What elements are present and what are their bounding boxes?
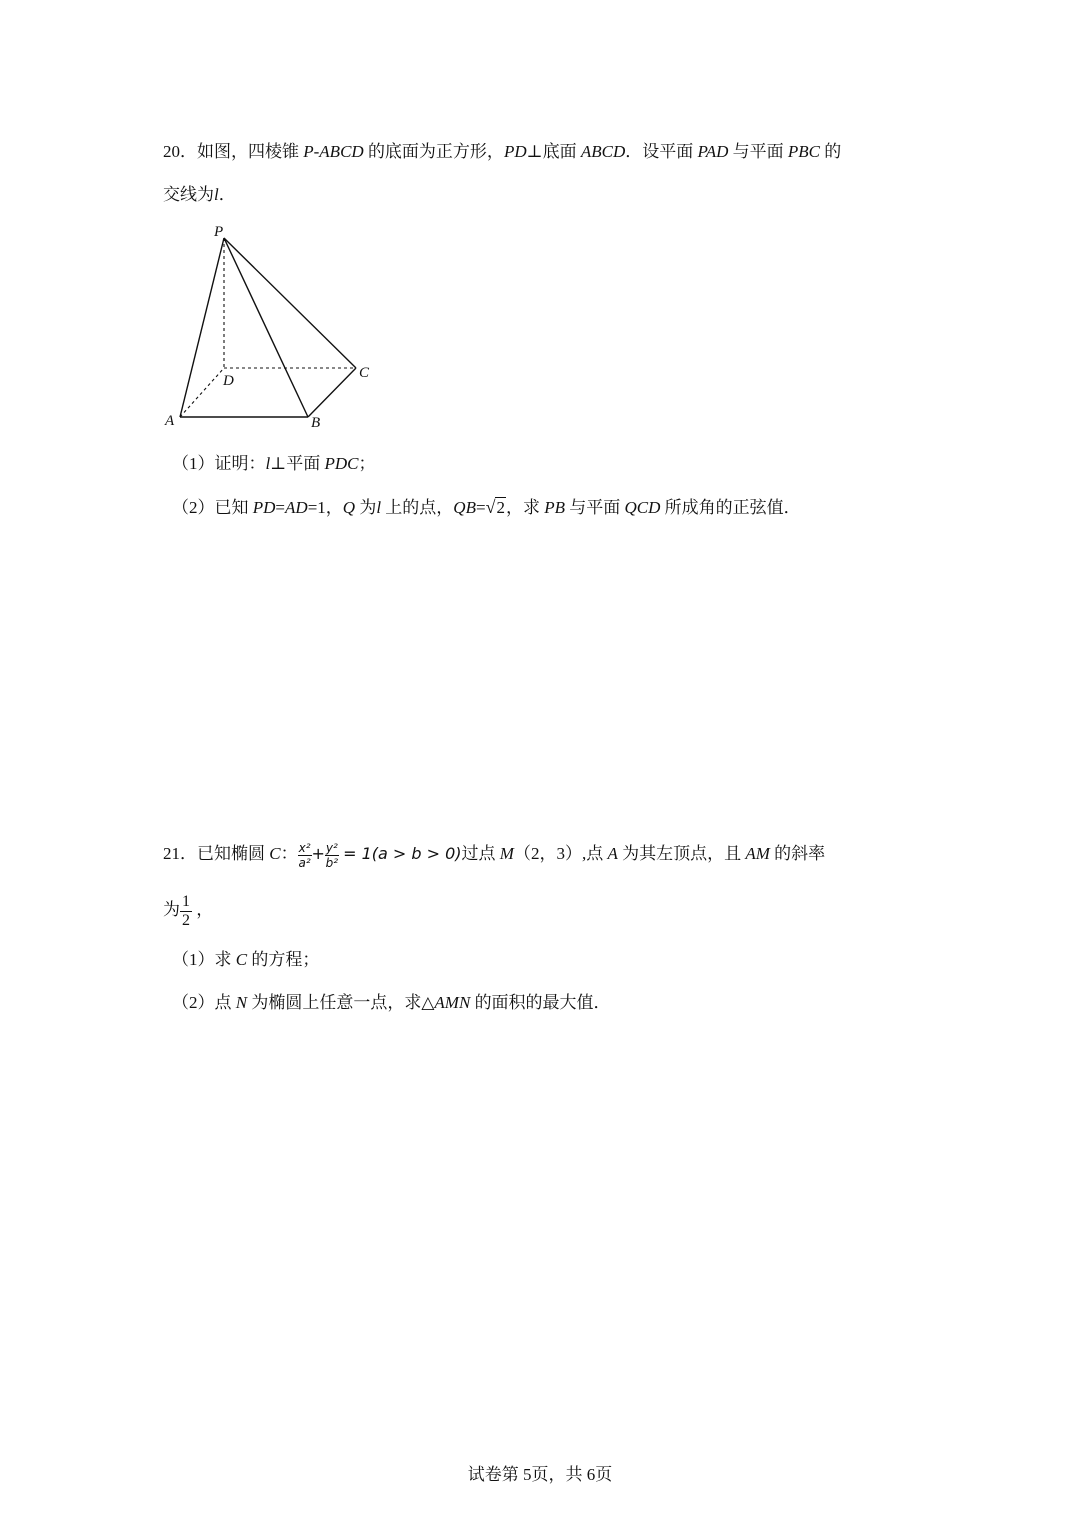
q21-stem-line1 bbox=[163, 836, 825, 872]
text: 的面积的最大值． bbox=[470, 993, 611, 1012]
text: 为 bbox=[355, 498, 377, 517]
q20-part2 bbox=[172, 495, 801, 520]
text: 的方程； bbox=[247, 950, 320, 969]
fraction-y2-b2 bbox=[325, 842, 339, 869]
frac-numerator: y² bbox=[325, 840, 338, 855]
math-var: C bbox=[235, 950, 248, 969]
text: ； bbox=[358, 454, 376, 473]
math-var: M bbox=[499, 844, 514, 863]
label-B: B bbox=[311, 415, 321, 431]
text: 交线为 bbox=[163, 185, 214, 204]
frac-denominator: 2 bbox=[182, 911, 190, 929]
page-footer: 试卷第 5页，共 6页 bbox=[467, 1465, 613, 1484]
text: （1）求 bbox=[172, 950, 236, 969]
frac-numerator: x² bbox=[298, 840, 311, 855]
text: 上的点， bbox=[381, 498, 454, 517]
math-var: C bbox=[269, 844, 281, 863]
text: ， bbox=[192, 900, 214, 919]
text: 为 bbox=[163, 900, 180, 919]
text: （2，3）,点 bbox=[513, 844, 608, 863]
math-var: PDC bbox=[324, 454, 359, 473]
text: = bbox=[475, 498, 486, 517]
math-var: PBC bbox=[787, 142, 820, 161]
text: ． bbox=[218, 185, 236, 204]
math-var: A bbox=[607, 844, 618, 863]
math-var: l bbox=[265, 454, 271, 473]
plus-sign: + bbox=[311, 844, 325, 863]
equation-tail: = 1(a > b > 0) bbox=[343, 844, 462, 863]
text: 的斜率 bbox=[769, 844, 826, 863]
math-var: PB bbox=[544, 498, 565, 517]
fraction-x2-a2 bbox=[298, 842, 312, 869]
math-var: AD bbox=[285, 498, 308, 517]
question-number: 21． bbox=[163, 844, 197, 863]
math-var: PD bbox=[503, 142, 527, 161]
edge-PC bbox=[224, 238, 356, 368]
label-P: P bbox=[214, 224, 224, 240]
math-var: PAD bbox=[697, 142, 729, 161]
text: ，求 bbox=[505, 498, 545, 517]
frac-numerator: 1 bbox=[182, 893, 190, 910]
text: ⊥平面 bbox=[270, 454, 325, 473]
text: 的 bbox=[819, 142, 842, 161]
frac-denominator: b² bbox=[325, 855, 339, 870]
question-number: 20． bbox=[163, 142, 197, 161]
text: （2）点 bbox=[172, 993, 236, 1012]
label-C: C bbox=[359, 365, 370, 381]
frac-denominator: a² bbox=[298, 855, 311, 870]
math-var: AM bbox=[745, 844, 770, 863]
text: 如图，四棱锥 bbox=[197, 142, 304, 161]
text: （1）证明： bbox=[172, 454, 266, 473]
math-var: P-ABCD bbox=[303, 142, 364, 161]
math-var: Q bbox=[342, 498, 356, 517]
text: 与平面 bbox=[728, 142, 788, 161]
fraction-one-half bbox=[180, 893, 192, 929]
text: ： bbox=[280, 844, 298, 863]
q20-part1 bbox=[172, 452, 375, 476]
pyramid-figure bbox=[160, 222, 380, 434]
math-var: AMN bbox=[434, 993, 471, 1012]
q21-part1 bbox=[172, 948, 319, 972]
text: = bbox=[275, 498, 286, 517]
math-var: ABCD bbox=[580, 142, 626, 161]
text: ⊥底面 bbox=[526, 142, 581, 161]
text: 过点 bbox=[461, 844, 500, 863]
text: 的底面为正方形， bbox=[363, 142, 504, 161]
q20-stem-line2 bbox=[163, 183, 236, 207]
text: 为其左顶点，且 bbox=[617, 844, 746, 863]
math-var: l bbox=[214, 185, 219, 204]
text: 所成角的正弦值． bbox=[660, 498, 801, 517]
math-var: PD bbox=[252, 498, 276, 517]
edge-BC bbox=[308, 368, 356, 417]
math-var: QB bbox=[453, 498, 476, 517]
label-D: D bbox=[223, 373, 234, 389]
math-var: QCD bbox=[624, 498, 661, 517]
edge-PA bbox=[180, 238, 224, 417]
text: =1， bbox=[307, 498, 343, 517]
edge-PB bbox=[224, 238, 308, 417]
math-var: l bbox=[376, 498, 382, 517]
q21-stem-line2 bbox=[163, 890, 213, 930]
text: 为椭圆上任意一点，求△ bbox=[247, 993, 435, 1012]
math-var: N bbox=[235, 993, 248, 1012]
label-A: A bbox=[165, 413, 175, 429]
text: ．设平面 bbox=[625, 142, 698, 161]
sqrt-symbol: √ bbox=[485, 497, 496, 517]
sqrt-value: 2 bbox=[496, 498, 505, 517]
text: （2）已知 bbox=[172, 498, 253, 517]
text: 已知椭圆 bbox=[197, 844, 270, 863]
q21-part2 bbox=[172, 991, 611, 1015]
text: 与平面 bbox=[564, 498, 625, 517]
sqrt-expression bbox=[486, 495, 506, 520]
q20-stem-line1 bbox=[163, 140, 841, 164]
